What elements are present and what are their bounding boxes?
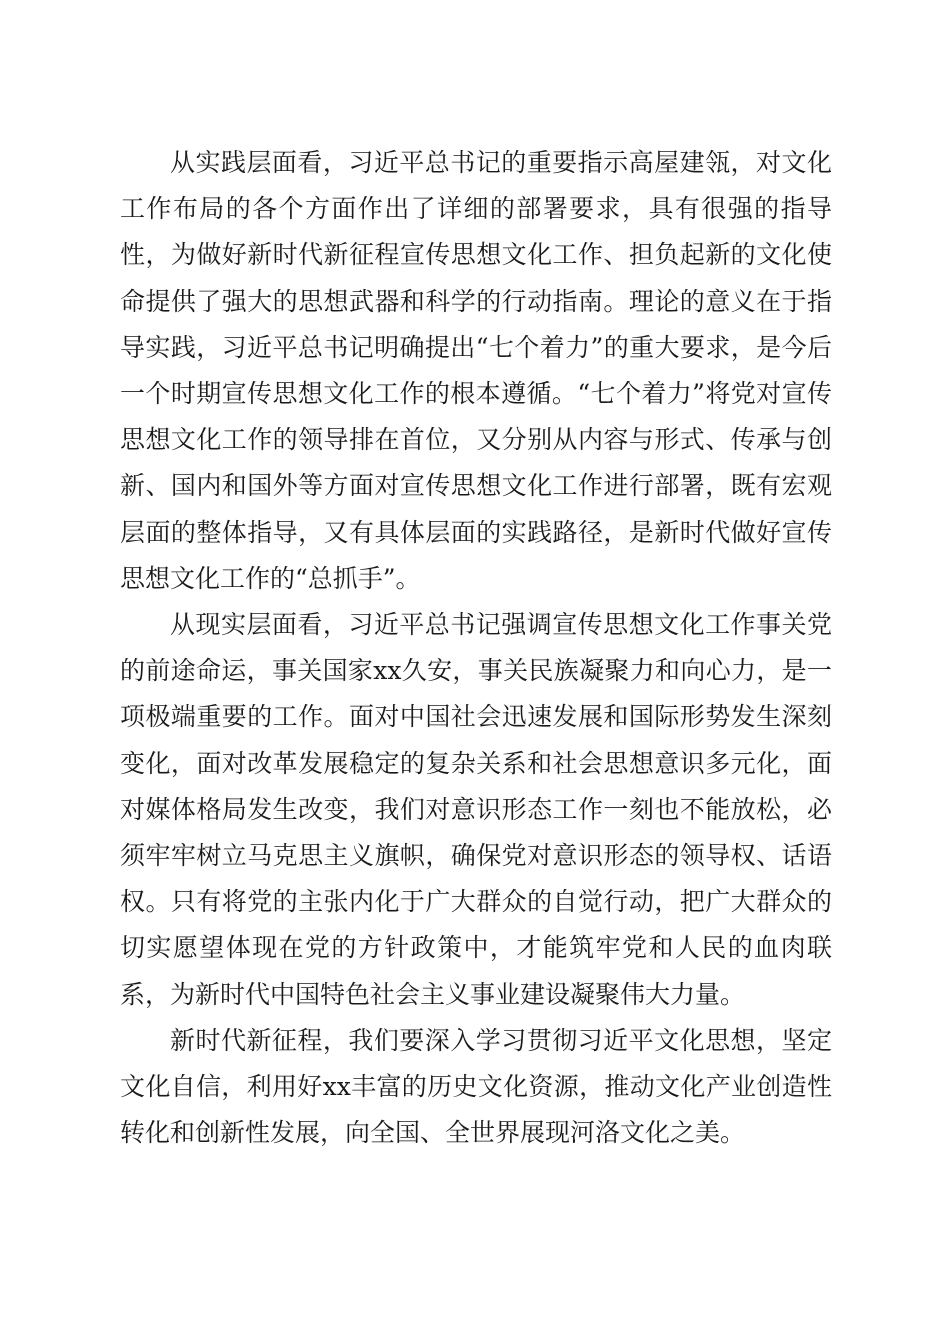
paragraph-practice: 从实践层面看，习近平总书记的重要指示高屋建瓴，对文化工作布局的各个方面作出了详细的部署要求，具有很强的指导性，为做好新时代新征程宣传思想文化工作、担负起新的文化使命提供了强大的思想武器和科学的行动指南。理论的意义在于指导实践，习近平总书记明确提出“七个着力”的重大要求，是今后一个时期宣传思想文化工作的根本遵循。“七个着力”将党对宣传思想文化工作的领导排在首位，又分别从内容与形式、传承与创新、国内和国外等方面对宣传思想文化工作进行部署，既有宏观层面的整体指导，又有具体层面的实践路径，是新时代做好宣传思想文化工作的“总抓手”。 [120,148,832,593]
body-text [120,140,832,1156]
paragraph-new-era: 新时代新征程，我们要深入学习贯彻习近平文化思想，坚定文化自信，利用好xx丰富的历史文化资源，推动文化产业创造性转化和创新性发展，向全国、全世界展现河洛文化之美。 [120,1025,832,1148]
paragraph-reality: 从现实层面看，习近平总书记强调宣传思想文化工作事关党的前途命运，事关国家xx久安，事关民族凝聚力和向心力，是一项极端重要的工作。面对中国社会迅速发展和国际形势发生深刻变化，面对改革发展稳定的复杂关系和社会思想意识多元化，面对媒体格局发生改变，我们对意识形态工作一刻也不能放松，必须牢牢树立马克思主义旗帜，确保党对意识形态的领导权、话语权。只有将党的主张内化于广大群众的自觉行动，把广大群众的切实愿望体现在党的方针政策中，才能筑牢党和人民的血肉联系，为新时代中国特色社会主义事业建设凝聚伟大力量。 [120,610,832,1009]
